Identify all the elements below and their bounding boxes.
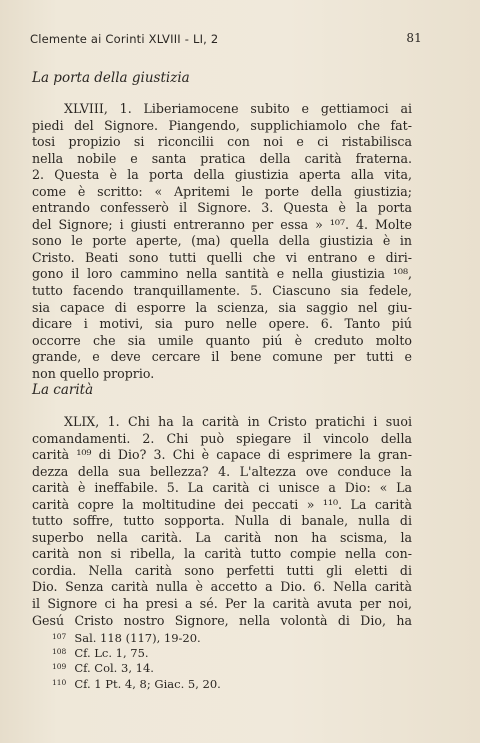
text-line: Cristo. Beati sono tutti quelli che vi entrano e diri- bbox=[32, 249, 412, 265]
text-line: entrando confesserò il Signore. 3. Questa è la porta bbox=[32, 200, 412, 216]
footnote bbox=[52, 676, 221, 691]
footnote-number: 110 bbox=[52, 677, 67, 687]
text-line: Gesú Cristo nostro Signore, nella volontà di Dio, ha bbox=[32, 612, 412, 628]
text-line: tutto soffre, tutto sopporta. Nulla di banale, nulla di bbox=[32, 513, 412, 529]
footnotes bbox=[52, 630, 221, 691]
text-line: 2. Questa è la porta della giustizia aperta alla vita, bbox=[32, 167, 412, 183]
text-line: non quello proprio. bbox=[32, 365, 155, 381]
section-title-charity: La carità bbox=[32, 382, 94, 398]
section-title-justice: La porta della giustizia bbox=[32, 70, 190, 86]
text-line: come è scritto: « Apritemi le porte della giustizia; bbox=[32, 183, 412, 199]
text-line: Dio. Senza carità nulla è accetto a Dio. 6. Nella carità bbox=[32, 579, 412, 595]
text-line: sia capace di esporre la scienza, sia saggio nel giu- bbox=[32, 299, 412, 315]
running-title: Clemente ai Corinti XLVIII - LI, 2 bbox=[30, 32, 219, 46]
text-line: dicare i motivi, sia puro nelle opere. 6. Tanto piú bbox=[32, 316, 412, 332]
text-line: il Signore ci ha presi a sé. Per la carità avuta per noi, bbox=[32, 596, 412, 612]
text-line: nella nobile e santa pratica della carità fraterna. bbox=[32, 150, 412, 166]
footnote-number: 109 bbox=[52, 662, 67, 672]
footnote-text: Cf. Lc. 1, 75. bbox=[74, 646, 149, 661]
text-line: carità copre la moltitudine dei peccati » ¹¹⁰. La carità bbox=[32, 496, 412, 512]
text-line: piedi del Signore. Piangendo, supplichiamolo che fat- bbox=[32, 117, 412, 133]
footnote-text: Cf. Col. 3, 14. bbox=[74, 661, 154, 676]
text-line: carità ¹⁰⁹ di Dio? 3. Chi è capace di esprimere la gran- bbox=[32, 447, 412, 463]
text-line: XLVIII, 1. Liberiamocene subito e gettiamoci ai bbox=[64, 101, 412, 116]
text-line: occorre che sia umile quanto piú è creduto molto bbox=[32, 332, 412, 348]
running-head bbox=[30, 32, 422, 50]
footnote bbox=[52, 645, 221, 660]
footnote-number: 108 bbox=[52, 647, 67, 657]
footnote bbox=[52, 630, 221, 645]
paragraph-xlviii bbox=[32, 101, 412, 382]
footnote-number: 107 bbox=[52, 632, 67, 641]
paragraph-xlix bbox=[32, 414, 412, 629]
footnote-text: Sal. 118 (117), 19-20. bbox=[74, 631, 201, 645]
text-line: gono il loro cammino nella santità e nella giustizia ¹⁰⁸, bbox=[32, 266, 412, 282]
page-number: 81 bbox=[406, 31, 422, 45]
text-line: dezza della sua bellezza? 4. L'altezza ove conduce la bbox=[32, 463, 412, 479]
text-line: superbo nella carità. La carità non ha scisma, la bbox=[32, 529, 412, 545]
text-line: tosi propizio si riconcilii con noi e ci ristabilisca bbox=[32, 134, 412, 150]
text-line: comandamenti. 2. Chi può spiegare il vincolo della bbox=[32, 430, 412, 446]
footnote bbox=[52, 660, 221, 675]
footnote-text: Cf. 1 Pt. 4, 8; Giac. 5, 20. bbox=[74, 676, 221, 691]
text-line: sono le porte aperte, (ma) quella della giustizia è in bbox=[32, 233, 412, 249]
text-line: carità è ineffabile. 5. La carità ci unisce a Dio: « La bbox=[32, 480, 412, 496]
text-line: XLIX, 1. Chi ha la carità in Cristo pratichi i suoi bbox=[64, 414, 412, 429]
text-line: del Signore; i giusti entreranno per essa » ¹⁰⁷. 4. Molte bbox=[32, 216, 412, 232]
text-line: cordia. Nella carità sono perfetti tutti gli eletti di bbox=[32, 562, 412, 578]
text-line: grande, e deve cercare il bene comune per tutti e bbox=[32, 349, 412, 365]
text-line: carità non si ribella, la carità tutto compie nella con- bbox=[32, 546, 412, 562]
text-line: tutto facendo tranquillamente. 5. Ciascuno sia fedele, bbox=[32, 283, 412, 299]
